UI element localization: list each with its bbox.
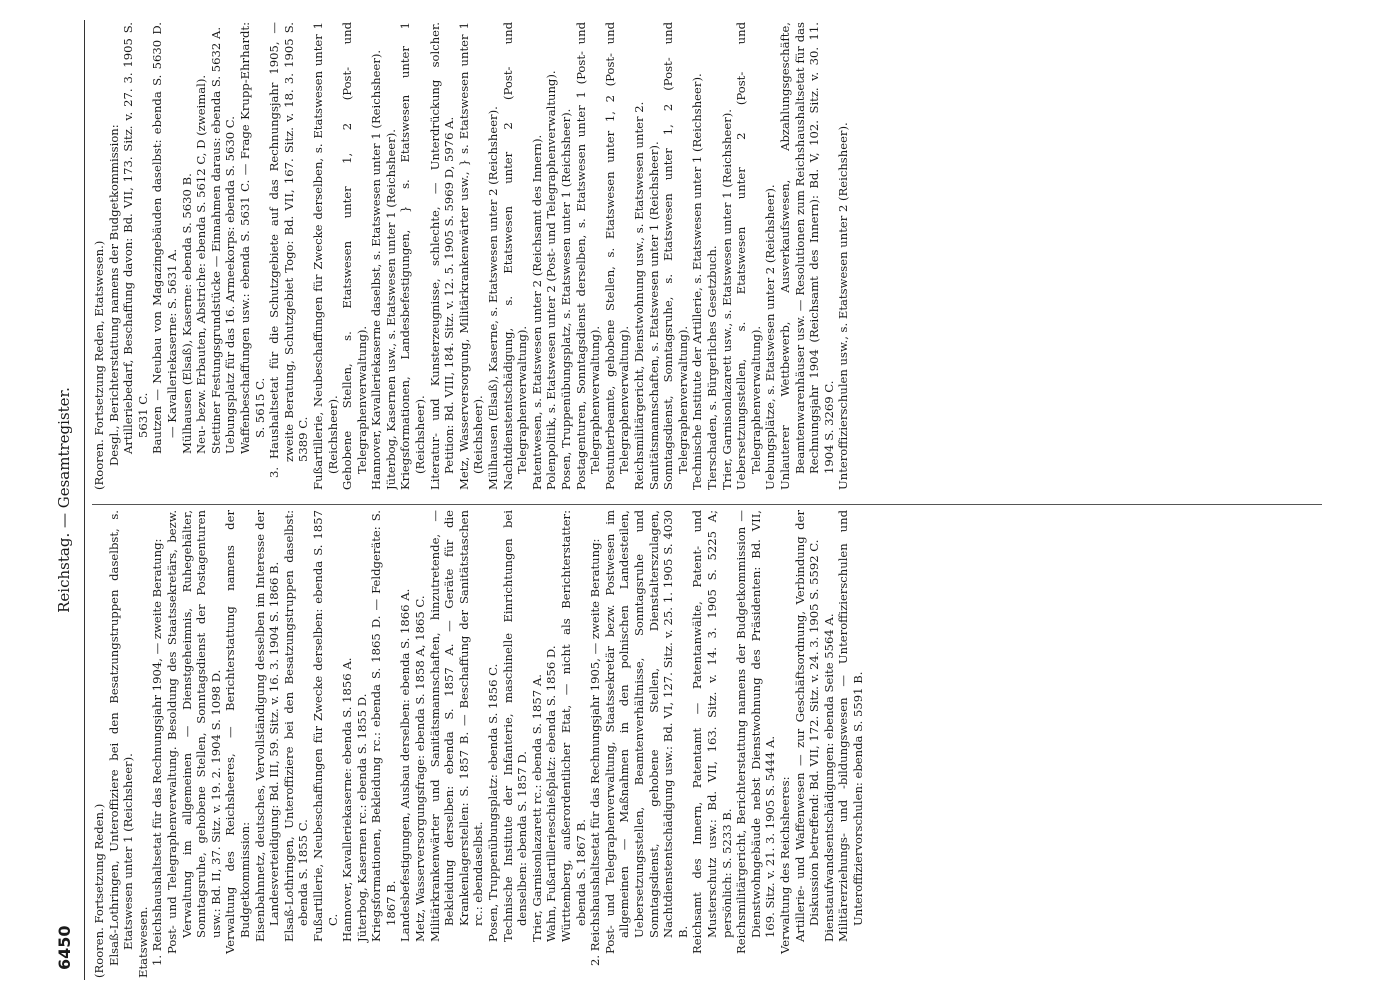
register-entry: Bautzen — Neubau von Magazingebäuden daselbst: ebenda S. 5630 D. — Kavalleriekaserne: S. 5631 A.: [150, 22, 179, 454]
register-entry: Fußartillerie, Neubeschaffungen für Zwecke derselben, s. Etatswesen unter 1 (Reichsheer).: [310, 22, 340, 490]
register-entry: Reichsmilitärgericht, Berichterstattung namens der Budgetkommission — Dienstwohngebäude nebst Dienstwohnung des Präsidenten: Bd. VII, 169. Sitz. v. 21. 3. 1905 S. 5444 A.: [734, 510, 778, 954]
left-column: [92, 510, 1322, 978]
page-header: [55, 20, 81, 980]
register-entry: (Rooren. Fortsetzung Reden, Etatswesen.): [92, 240, 106, 490]
register-entry: Landesbefestigungen, Ausbau derselben: ebenda S. 1866 A.: [398, 588, 413, 942]
register-entry: 1. Reichshaushaltsetat für das Rechnungsjahr 1904, — zweite Beratung:: [150, 538, 165, 966]
register-entry: Etatswesen.: [135, 906, 150, 978]
register-entry: Postunterbeamte, gehobene Stellen, s. Etatswesen unter 1, 2 (Post- und Telegraphenverwaltung).: [602, 22, 632, 490]
register-entry: Artillerie- und Waffenwesen — zur Geschäftsordnung, Verbindung der Diskussion betreffend: Bd. VII, 172. Sitz. v. 24. 3. 1905 S. 5592 C.: [792, 510, 822, 942]
register-entry: Artilleriebedarf, Beschaffung davon: Bd. VII, 173. Sitz. v. 27. 3. 1905 S. 5631 C.: [121, 22, 150, 454]
register-entry: Technische Institute der Artillerie, s. Etatswesen unter 1 (Reichsheer).: [690, 73, 705, 490]
register-entry: Polenpolitik, s. Etatswesen unter 2 (Post- und Telegraphenverwaltung).: [544, 70, 559, 490]
register-entry: Uebungsplätze, s. Etatswesen unter 2 (Reichsheer).: [763, 184, 778, 490]
register-entry: Unteroffizierschulen usw., s. Etatswesen unter 2 (Reichsheer).: [836, 122, 851, 490]
register-entry: Uebersetzungsstellen, s. Etatswesen unter 2 (Post- und Telegraphenverwaltung).: [734, 22, 763, 490]
header-rule: [84, 20, 85, 980]
register-entry: Elsaß-Lothringen, Unteroffiziere bei den Besatzungstruppen daselbst, s. Etatswesen unter 1 (Reichsheer).: [106, 510, 136, 966]
register-entry: Elsaß-Lothringen, Unteroffiziere bei den Besatzungstruppen daselbst: ebenda S. 1855 C.: [281, 510, 311, 942]
register-entry: Reichsmilitärgericht, Dienstwohnung usw., s. Etatswesen unter 2.: [631, 101, 646, 490]
register-entry: Hannover, Kavalleriekaserne daselbst, s. Etatswesen unter 1 (Reichsheer).: [369, 49, 384, 490]
register-entry: Metz, Wasserversorgungsfrage: ebenda S. 1858 A, 1865 C.: [413, 595, 428, 942]
register-entry: Trier, Garnisonlazarett usw., s. Etatswesen unter 1 (Reichsheer).: [719, 109, 734, 490]
register-entry: Jüterbog, Kasernen rc.: ebenda S. 1855 D.: [354, 693, 369, 942]
register-entry: Reichsamt des Innern, Patentamt — Patentanwälte, Patent- und Musterschutz usw.: Bd. VII, 163. Sitz. v. 14. 3. 1905 S. 5225 A; persönlich: S. 5233 B.: [690, 510, 734, 954]
register-entry: Waffenbeschaffungen usw.: ebenda S. 5631 C. — Frage Krupp-Ehrhardt: S. 5615 C.: [237, 22, 267, 454]
register-entry: Uebungsplatz für das 16. Armeekorps: ebenda S. 5630 C.: [223, 116, 238, 454]
register-entry: Gehobene Stellen, s. Etatswesen unter 1, 2 (Post- und Telegraphenverwaltung).: [340, 22, 369, 490]
register-entry: Patentwesen, s. Etatswesen unter 2 (Reichsamt des Innern).: [529, 134, 544, 490]
register-entry: Desgl., Berichterstattung namens der Budgetkommission:: [106, 124, 121, 466]
register-entry: Metz, Wasserversorgung, Militärkrankenwärter usw., } s. Etatswesen unter 1 (Reichsheer).: [456, 22, 486, 490]
right-column: [92, 22, 1322, 490]
register-entry: Militärerziehungs- und -bildungswesen — Unteroffizierschulen und Unteroffiziervorschulen: ebenda S. 5591 B.: [836, 510, 865, 942]
register-entry: Posen, Truppenübungsplatz, s. Etatswesen unter 1 (Reichsheer).: [559, 108, 573, 490]
register-entry: Post- und Telegraphenverwaltung. Besoldung des Staatssekretärs, bezw. Verwaltung im allgemeinen — Dienstgeheimnis, Ruhegehälter, Sonntagsruhe, gehobene Stellen, Sonntagsdienst der Postagenturen usw.: Bd. II, 37. Sitz. v. 19. 2. 1904 S. 1098 D.: [164, 510, 223, 954]
register-entry: Kriegsformationen, Bekleidung rc.: ebenda S. 1865 D. — Feldgeräte: S. 1867 B.: [369, 510, 398, 942]
register-entry: 3. Haushaltsetat für die Schutzgebiete auf das Rechnungsjahr 1905, — zweite Beratung, Schutzgebiet Togo: Bd. VII, 167. Sitz. v. 18. 3. 1905 S. 5389 C.: [267, 22, 311, 478]
register-entry: Mülhausen (Elsaß), Kaserne, s. Etatswesen unter 2 (Reichsheer).: [486, 106, 501, 490]
register-entry: (Rooren. Fortsetzung Reden.): [92, 803, 106, 978]
register-entry: Post- und Telegraphenverwaltung, Staatssekretär bezw. Postwesen im allgemeinen — Maßnahmen in den polnischen Landesteilen, Uebersetzungsstellen, Beamtenverhältnisse, Sonntagsruhe und Sonntagsdienst, gehobene Stellen, Dienstalterszulagen, Nachtdienstentschädigung usw.: Bd. VI, 127. Sitz. v. 25. 1. 1905 S. 4030 B.: [602, 510, 690, 954]
register-entry: Wahn, Fußartillerieschießplatz: ebenda S. 1856 D.: [544, 645, 559, 942]
page-title: Reichstag. — Gesamtregister.: [55, 387, 73, 613]
register-entry: Hannover, Kavalleriekaserne: ebenda S. 1856 A.: [340, 657, 355, 942]
register-entry: Eisenbahnnetz, deutsches, Vervollständigung desselben im Interesse der Landesverteidigung: Bd. III, 59. Sitz. v. 16. 3. 1904 S. 1866 B.: [252, 510, 282, 942]
register-entry: 2. Reichshaushaltsetat für das Rechnungsjahr 1905, — zweite Beratung:: [588, 538, 603, 966]
register-entry: Trier, Garnisonlazarett rc.: ebenda S. 1857 A.: [529, 674, 544, 942]
register-entry: Stettiner Festungsgrundstücke — Einnahmen daraus: ebenda S. 5632 A.: [208, 26, 223, 454]
register-entry: Verwaltung des Reichsheeres, — Berichterstattung namens der Budgetkommission:: [223, 510, 252, 954]
register-entry: Postagenturen, Sonntagsdienst derselben, s. Etatswesen unter 1 (Post- und Telegraphenverwaltung).: [573, 22, 603, 490]
register-entry: Technische Institute der Infanterie, maschinelle Einrichtungen bei denselben: ebenda S. 1857 D.: [500, 510, 530, 942]
register-entry: Tierschaden, s. Bürgerliches Gesetzbuch.: [704, 245, 719, 490]
register-entry: Mülhausen (Elsaß), Kaserne: ebenda S. 5630 B.: [179, 173, 194, 454]
register-entry: Fußartillerie, Neubeschaffungen für Zwecke derselben: ebenda S. 1857 C.: [310, 510, 340, 942]
register-entry: Militärkrankenwärter und Sanitätsmannschaften, hinzutretende, — Bekleidung derselben: ebenda S. 1857 A. — Geräte für die Krankenlagerstellen: S. 1857 B. — Beschaffung der Sanitätstaschen rc.: ebendaselbst.: [427, 510, 486, 942]
register-entry: Unlauterer Wettbewerb, Ausverkaufswesen, Abzahlungsgeschäfte, Beamtenwarenhäuser usw. — Resolutionen zum Reichshaushaltsetat für das Rechnungsjahr 1904 (Reichsamt des Innern): Bd. V, 102. Sitz. v. 30. 11. 1904 S. 3269 C.: [777, 22, 836, 490]
register-entry: Kriegsformationen, Landesbefestigungen, } s. Etatswesen unter 1 (Reichsheer).: [398, 22, 428, 490]
register-entry: Dienstaufwandsentschädigungen: ebenda Seite 5564 A.: [821, 613, 836, 942]
register-entry: Neu- bezw. Erbauten, Abstriche: ebenda S. 5612 C, D (zweimal).: [194, 74, 209, 454]
register-entry: Literatur- und Kunsterzeugnisse, schlechte, — Unterdrückung solcher. Petition: Bd. VIII, 184. Sitz. v. 12. 5. 1905 S. 5969 D, 5976 A.: [427, 22, 457, 490]
column-divider: [92, 504, 1322, 505]
register-entry: Württemberg, außerordentlicher Etat, — nicht als Berichterstatter: ebenda S. 1867 B.: [559, 510, 588, 942]
register-entry: Sonntagsdienst, Sonntagsruhe, s. Etatswesen unter 1, 2 (Post- und Telegraphenverwaltung).: [661, 22, 690, 490]
register-entry: Sanitätsmannschaften, s. Etatswesen unter 1 (Reichsheer).: [646, 141, 661, 490]
register-entry: Nachtdienstentschädigung, s. Etatswesen unter 2 (Post- und Telegraphenverwaltung).: [500, 22, 530, 490]
register-entry: Verwaltung des Reichsheeres:: [777, 776, 792, 954]
register-entry: Posen, Truppenübungsplatz: ebenda S. 1856 C.: [486, 663, 501, 942]
page-number: 6450: [55, 925, 74, 970]
register-entry: Jüterbog, Kasernen usw., s. Etatswesen unter 1 (Reichsheer).: [383, 129, 398, 490]
